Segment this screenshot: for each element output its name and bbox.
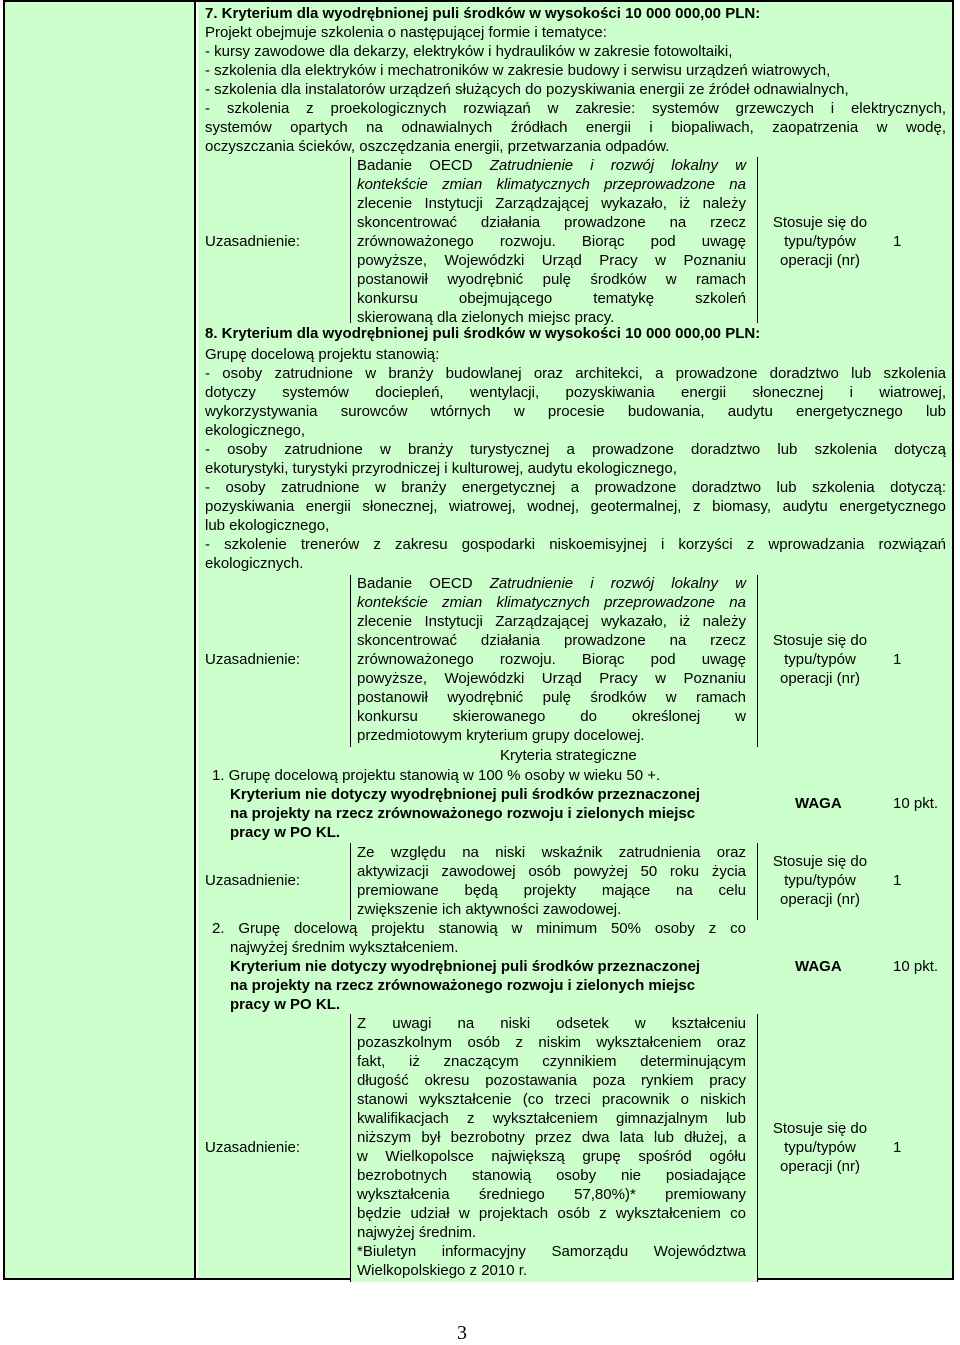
report-title-fragment: Zatrudnienie i rozwój lokalny w [489, 157, 746, 174]
text-line: Z uwagi na niski odsetek w kształceniu [357, 1015, 746, 1032]
report-title-fragment: Zatrudnienie i rozwój lokalny w [489, 575, 746, 592]
text-line: powyższe, Wojewódzki Urząd Pracy w Poznaniu [357, 252, 746, 269]
applies-line: typu/typów [784, 651, 856, 668]
applies-to-operation-types [760, 852, 880, 909]
weight-label: WAGA [795, 958, 842, 975]
text-line: w Wielkopolsce największą grupę spośród ogółu [357, 1148, 746, 1165]
section-8-title: 8. Kryterium dla wyodrębnionej puli środków w wysokości 10 000 000,00 PLN: [205, 325, 761, 342]
section-7-title: 7. Kryterium dla wyodrębnionej puli środków w wysokości 10 000 000,00 PLN: [205, 5, 761, 22]
text-line: konkursu skierowanego do określonej w [357, 708, 746, 725]
text-line: najwyżej średnim. [357, 1224, 477, 1241]
page-number: 3 [457, 1322, 467, 1344]
criterion-2-note-line: na projekty na rzecz zrównoważonego rozwoju i zielonych miejsc [230, 977, 696, 994]
strategic-criteria-heading: Kryteria strategiczne [500, 747, 637, 764]
criterion-2-note-line: pracy w PO KL. [230, 996, 341, 1013]
text-line: zlecenie Instytucji Zarządzającej wykazało, iż należy [357, 613, 746, 630]
criterion-1-justification [357, 843, 746, 919]
criterion-2-justification [357, 1014, 746, 1280]
text-line: - osoby zatrudnione w branży budowlanej oraz architekci, a prowadzone doradztwo lub szkolenia [205, 365, 946, 382]
text-line: przedmiotowym kryterium grupy docelowej. [357, 727, 645, 744]
applies-to-operation-types [760, 1119, 880, 1176]
operation-number: 1 [893, 651, 902, 668]
text-line: systemów opartych na odnawialnych źródłach energii i biopaliwach, zaopatrzenia w wodę, [205, 119, 946, 136]
text-line: zrównoważonego rozwoju. Biorąc pod uwagę [357, 233, 746, 250]
text-line: - szkolenia dla instalatorów urządzeń służących do pozyskiwania energii ze źródeł odnawialnych, [205, 81, 849, 98]
section-7-body [205, 23, 946, 156]
text-line: ekologicznego, [205, 422, 306, 439]
text-line: Ze względu na niski wskaźnik zatrudnienia oraz [357, 844, 746, 861]
text-line: niższym był bezrobotny przez dwa lata lub dłużej, a [357, 1129, 746, 1146]
operation-number: 1 [893, 1139, 902, 1156]
criterion-1-note-line: pracy w PO KL. [230, 824, 341, 841]
applies-to-operation-types [760, 213, 880, 270]
criterion-2-text [212, 919, 746, 957]
applies-line: Stosuje się do [772, 1120, 868, 1137]
criterion-2-note-line: Kryterium nie dotyczy wyodrębnionej puli środków przeznaczonej [230, 958, 701, 975]
criterion-1-text: 1. Grupę docelową projektu stanowią w 100 % osoby w wieku 50 +. [212, 767, 661, 784]
section-7-justification [357, 156, 746, 327]
uzasadnienie-label: Uzasadnienie: [205, 651, 301, 668]
text-line: długość okresu pozostawania poza rynkiem pracy [357, 1072, 746, 1089]
text-line: pozyskiwania energii słonecznej, wiatrowej, wodnej, geotermalnej, z biomasy, audytu energetycznego [205, 498, 946, 515]
uzasadnienie-label: Uzasadnienie: [205, 233, 301, 250]
applies-line: operacji (nr) [779, 891, 861, 908]
text-line: Projekt obejmuje szkolenia o następującej formie i tematyce: [205, 24, 607, 41]
applies-line: Stosuje się do [772, 632, 868, 649]
text-line: postanowił wyodrębnić pulę środków w ramach [357, 271, 746, 288]
left-margin-column [5, 2, 196, 1278]
text-line: ekologicznych. [205, 555, 304, 572]
text-line: - szkolenia dla elektryków i mechatroników w zakresie budowy i serwisu urządzeń wiatrowych, [205, 62, 831, 79]
section-8-justification [357, 574, 746, 745]
applies-line: operacji (nr) [779, 670, 861, 687]
text-line: skoncentrować działania prowadzone na rzecz [357, 632, 746, 649]
text-line: Wielkopolskiego z 2010 r. [357, 1262, 528, 1279]
text-line: wykorzystywania surowców wtórnych w procesie budowania, audytu energetycznego lub [205, 403, 946, 420]
uzasadnienie-label: Uzasadnienie: [205, 1139, 301, 1156]
text-line: - osoby zatrudnione w branży energetycznej a prowadzone doradztwo lub szkolenia dotyczą: [205, 479, 946, 496]
text-line: wykształcenia średniego 57,80%)* premiowany [357, 1186, 746, 1203]
applies-line: operacji (nr) [779, 1158, 861, 1175]
operation-number: 1 [893, 872, 902, 889]
text-line: fakt, iż znaczącym czynnikiem determinującym [357, 1053, 746, 1070]
points-value: 10 pkt. [893, 958, 939, 975]
text-line: będzie udział w projektach osób z wykształceniem co [357, 1205, 746, 1222]
uzasadnienie-label: Uzasadnienie: [205, 872, 301, 889]
text-line: kontekście zmian klimatycznych przeprowadzone na [357, 176, 746, 193]
text-line: zlecenie Instytucji Zarządzającej wykazało, iż należy [357, 195, 746, 212]
text-line: - kursy zawodowe dla dekarzy, elektryków i hydraulików w zakresie fotowoltaiki, [205, 43, 733, 60]
text-line: dotyczy systemów dociepleń, wentylacji, pozyskiwania energii słonecznej i wiatrowej, [205, 384, 946, 401]
criterion-1-note-line: Kryterium nie dotyczy wyodrębnionej puli środków przeznaczonej [230, 786, 701, 803]
applies-line: Stosuje się do [772, 853, 868, 870]
text-line: konkursu obejmującego tematykę szkoleń [357, 290, 746, 307]
applies-line: operacji (nr) [779, 252, 861, 269]
text-line: aktywizacji zawodowej osób powyżej 50 roku życia [357, 863, 746, 880]
applies-to-operation-types [760, 631, 880, 688]
text-line: oczyszczania ścieków, oszczędzania energii, przetwarzania odpadów. [205, 138, 670, 155]
text-line: bezrobotnych stanowią osoby nie posiadające [357, 1167, 746, 1184]
text-line: postanowił wyodrębnić pulę środków w ramach [357, 689, 746, 706]
text-line: kwalifikacjach z wykształceniem gimnazjalnym lub [357, 1110, 746, 1127]
weight-label: WAGA [795, 795, 842, 812]
applies-line: typu/typów [784, 233, 856, 250]
text-line: powyższe, Wojewódzki Urząd Pracy w Poznaniu [357, 670, 746, 687]
text-line: skoncentrować działania prowadzone na rzecz [357, 214, 746, 231]
applies-line: typu/typów [784, 872, 856, 889]
text-line: pozaszkolnym osób z niskim wykształceniem oraz [357, 1034, 746, 1051]
applies-line: Stosuje się do [772, 214, 868, 231]
text-line: 2. Grupę docelową projektu stanowią w minimum 50% osoby z co [212, 920, 746, 937]
text-line: Badanie OECD Zatrudnienie i rozwój lokalny w [357, 157, 746, 174]
operation-number: 1 [893, 233, 902, 250]
criterion-1-note-line: na projekty na rzecz zrównoważonego rozwoju i zielonych miejsc [230, 805, 696, 822]
text-line: lub ekologicznego, [205, 517, 330, 534]
section-8-body [205, 345, 946, 573]
text-line: kontekście zmian klimatycznych przeprowadzone na [357, 594, 746, 611]
applies-line: typu/typów [784, 1139, 856, 1156]
text-line: - szkolenie trenerów z zakresu gospodarki niskoemisyjnej i korzyści z wprowadzania rozwiązań [205, 536, 946, 553]
text-line: premiowane będą projekty mające na celu [357, 882, 746, 899]
text-line: najwyżej średnim wykształceniem. [230, 939, 459, 956]
text-line: zwiększenie ich aktywności zawodowej. [357, 901, 622, 918]
text-line: - szkolenia z proekologicznych rozwiązań w zakresie: systemów grzewczych i elektrycznych, [205, 100, 946, 117]
text-line: skierowaną dla zielonych miejsc pracy. [357, 309, 615, 326]
text-line: *Biuletyn informacyjny Samorządu Województwa [357, 1243, 746, 1260]
text-line: ekoturystyki, turystyki przyrodniczej i kulturowej, audytu ekologicznego, [205, 460, 677, 477]
text-line: Grupę docelową projektu stanowią: [205, 346, 440, 363]
text-line: - osoby zatrudnione w branży turystycznej a prowadzone doradztwo lub szkolenia dotyczą [205, 441, 946, 458]
text-line: zrównoważonego rozwoju. Biorąc pod uwagę [357, 651, 746, 668]
text-line: stanowi wykształcenie (co trzeci pracownik o niskich [357, 1091, 746, 1108]
text-line: Badanie OECD Zatrudnienie i rozwój lokalny w [357, 575, 746, 592]
points-value: 10 pkt. [893, 795, 939, 812]
